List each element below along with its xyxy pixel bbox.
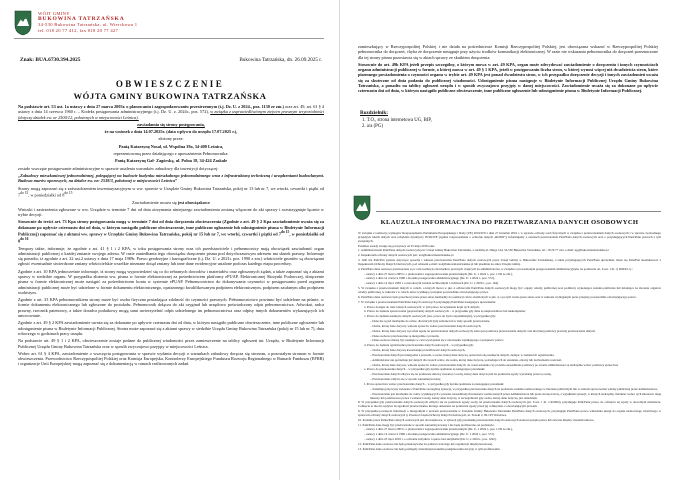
letterhead-contact: tel. 018 20 77 412, fax 018 20 77 427 <box>38 27 119 33</box>
art73-hours-1: do 15 <box>281 230 290 235</box>
clause-subitem: – Dane nie są już niezbędne do celów, dla których były zebrane lub w inny sposób przetwarzane, <box>370 319 491 324</box>
clause-subitem: – Osoba, której dane dotyczą wycofała zgodę na przetwarzanie danych osobowych, która jest podstawą przetwarzania danych i nie ma innej podstawy prawnej przetwarzania danych, <box>370 328 596 333</box>
clause-subitem: – Osoba, której dane dotyczą, wniosła sprzeciw wobec przetwarzania danych osobowych, <box>370 323 482 328</box>
application-date: że na wniosek z dnia 14.07.2025r. (data wpływu do urzędu 17.07.2025 r.), <box>104 129 238 135</box>
clause-subitem: – Przetwarzanie danych jest niezgodne z prawem, a osoba, której dane dotyczą, sprzeciwia się usunięciu danych, żądając w zamian ich ograniczenia, <box>370 352 555 357</box>
clause-subitem: d. Prawo do żądania ograniczenia przetwarzania danych osobowych – w przypadku gdy: <box>364 343 474 348</box>
art49-paragraph: Zgodnie z art. 49 § 2 KPA zawiadomienie uważa się za dokonane po upływie czternastu dni od dnia, w którym nastąpiło publiczne obwieszczenie, inne publiczne ogłoszenie lub udostępnienie pisma w Biuletynie Informacji Publicznej. Strona może zapoznać się z aktami sprawy w siedzibie Urzędu Gminy Bukowina Tatrzańska (pokój nr 15 lub nr 7), dnia roboczego w godzinach pracy urzędu. <box>18 320 324 336</box>
art49b-paragraph: Stosownie do art. 49b KPA jeżeli przepis szczególny, o którym mowa w art. 49 KPA, organ może zdecydować zawiadomienie o doręczeniu i innych czynnościach organu administracji publicznej w formie, o której mowa w art. 49 § 1 KPA, jeżeli w postępowaniu liczba stron, w której wynosi więcej niż dwadzieścia stron, które pisemnego powiadomienia o czynności organu w trybie art. 49 KPA jest ponad dwudziestu stron, w ich przypadku doręczenie decyzji i innych zawiadomień uważa się za skuteczne od dnia podania do publicznej wiadomości. Udostępnienie pisma następuje w Biuletynie Informacji Publicznej Urzędu Gminy Bukowina Tatrzańska, a ponadto na tablicy ogłoszeń urzędu i w sposób zwyczajowo przyjęty w danej miejscowości. Zawiadomienie uważa się za dokonane po upływie czternastu dni od dnia, w którym nastąpiło publiczne obwieszczenie, inne publiczne ogłoszenie lub udostępnienie pisma w Biuletynie Informacji Publicznej. <box>358 61 658 94</box>
clause-item: 1. Administratorem Pani/Pana danych osobowych jest: Urząd Gminy Bukowina Tatrzańska, z siedzibą ul. Długa 144, 34-530 Bukowina Tatrzańska, tel.: 18 20 77 412, e-mail: ug@bukowinatatrzanska.pl <box>358 248 609 253</box>
proceeding-initiated: zostało wszczęte postępowanie administracyjne w sprawie ustalenia warunków zabudowy dla inwestycji dotyczącej: <box>18 165 219 171</box>
submitted-by-label: złożony przez: <box>158 136 184 142</box>
clause-item: 5. W związku z przetwarzaniem danych w celach, o których mowa w pkt. 4 odbiorcami Pani/Pana danych osobowych mogą być: organy władzy publicznej oraz podmioty wykonujące zadania publiczne lub działające na zlecenie organów władzy publicznej, w zakresie i w celach, które wynikają z przepisu powszechnie obowiązującego prawa. <box>358 286 661 294</box>
clause-divider <box>376 211 661 212</box>
legal-basis-part3: w związku z usprawiedliwionym ziejwen prawnym terytorialności (dotyczy działek ew. nr 2500/12, położonych w miejscowości Leśnica). <box>18 109 324 120</box>
letterhead-name: BUKOWINA TATRZAŃSKA <box>38 15 125 22</box>
clause-subitem: – Przetwarzanie jest niezbędne do celów wynikających z prawnie uzasadnionych interesów realizowanych przez Administratora lub przez stronę trzecią, z wyjątkiem sytuacji, w których nadrzędny charakter wobec tych interesów mają interesy lub podstawowe prawa i wolności osoby, której dane dotyczą, w szczególności gdy osoba, której dane dotyczą, jest dzieckiem. <box>370 391 661 400</box>
letterhead <box>38 11 137 33</box>
clause-item: 9. W przypadku powzięcia informacji o niezgodnym z prawem przetwarzaniu w Urzędzie Gminy Bukowina Tatrzańska Pani/Pana danych osobowych, przysługuje Pani/Panu prawo wniesienia skargi do organu nadzorczego właściwego w sprawach ochrony danych osobowych tj. Prezesa Urzędu Ochrony Danych Osobowych, ul. Stawki 2, 00-193 Warszawa. <box>358 409 661 417</box>
page-right <box>340 0 679 480</box>
gdpr-clause <box>358 232 661 453</box>
clause-subitem: – Osoba, której dane dotyczą, wniosła sprzeciw wobec przetwarzania danych, do czasu ustalenia czy prawnie uzasadnione podstawy po stronie administratora są nadrzędne wobec podstawy sprzeciwu; <box>370 362 619 367</box>
coat-of-arms-icon <box>14 10 32 36</box>
clause-item: 2. Inspektorem ochrony danych osobowych jest: iod@bukowinatatrzanska.pl <box>358 253 454 258</box>
art73-text: Stosownie do treści art. 73 Kpa strony postępowania mogą w terminie 7 dni od dnia doręczenia obwieszczenia (Zgodnie z art. 49 § 2 Kpa zawiadomienie uważa się za dokonane po upływie czternastu dni od dnia, w którym nastąpiło publiczne obwieszczenie, inne publiczne ogłoszenie lub udostępnienie pisma w Biuletynie Informacji Publicznej) zapoznać się z aktami ww. sprawy w Urzędzie Gminy Bukowina Tatrzańska, pokój nr 15 lub nr 7, we wtorki, czwartki i piątki od 7 <box>18 219 324 237</box>
art73-hours-2: do 16 <box>20 236 29 241</box>
letterhead-address: 34-530 Bukowina Tatrzańska, ul. Wierchowa 1 <box>38 22 138 28</box>
clause-item: 13. Pani/Pana dane osobowe nie będą podlegały zautomatyzowanemu podejmowaniu decyzji, w tym profilowaniu. <box>358 446 501 451</box>
clause-subitem: – Dane osobowe muszą być usunięte w celu wywiązania się z obowiązku wynikającego z przepisów prawa; <box>370 338 504 343</box>
representation-note: reprezentowaną przez działającego z upoważnienia Pełnomocnika: <box>113 151 229 157</box>
clause-subitem: – ustawy z dnia 23 lipca 2003 r. o ochronie zabytków i opiece nad zabytkami (Dz. U. z 2024 r., poz. 1292). <box>364 437 497 442</box>
notice-body <box>18 104 324 369</box>
clause-subitem: – Przetwarzanie danych odbywa się na podstawie umowy zawartej z osobą, której dane dotyczą lub na podstawie zgody wyrażonej przez tą osobę, <box>370 372 552 377</box>
clause-title: KLAUZULA INFORMACYJNA DO PRZETWARZANIA DANYCH OSOBOWYCH <box>380 219 639 226</box>
document-sign: Znak: BUA.6730.394.2025 <box>20 57 81 63</box>
place-date: Bukowina Tatrzańska, dn. 26.09.2025 r. <box>239 57 322 63</box>
distribution-list <box>362 118 432 130</box>
notification-mandatory: jest obowiązkowe <box>177 199 210 205</box>
clause-subitem: – ustawy z dnia 27 marca 2003 r. o planowaniu i zagospodarowaniu przestrzennym (Dz. U. z 2024 r., poz. 1130 ze zm.), <box>364 427 513 432</box>
inspection-paragraph <box>18 186 324 198</box>
clause-item: 12. Pani/Pana dane osobowe nie będą przekazywane do państwa trzeciego lub organizacji międzynarodowej. <box>358 441 493 446</box>
clause-subitem: – Zaistnieją przyczyny związane z Pani/Pana szczególną sytuacją, w przypadku przetwarzania danych na podstawie zadania realizowanego w interesie publicznym lub w ramach sprawowania władzy publicznej przez Administratora, <box>370 386 658 391</box>
inspection-hours-2: do 15 <box>64 190 73 195</box>
clause-intro: W związku z realizacją wymogów Rozporządzenia Parlamentu Europejskiego i Rady (UE) 2016/679 z dnia 27 kwietnia 2016 r. w sprawie ochrony osób fizycznych w związku z przetwarzaniem danych osobowych i w sprawie swobodnego przepływu takich danych oraz uchylenia dyrektywy 95/46/WE (ogólne rozporządzenie o ochronie danych „RODO”), informujemy o zasadach przetwarzania Pani/Pana danych osobowych oraz o przysługujących Pani/Panu prawach z tym związanych. <box>358 231 661 243</box>
notification-text: Zawiadomienie uważa się <box>132 199 177 205</box>
legal-basis-part2: oraz art. 49, art. 61 § 4 ustawy z dnia 14 czerwca 1960 r. – Kodeks postępowania administracyjnego (t.j. Dz. U. z. 2024r., poz. 572), <box>18 104 324 115</box>
distribution-heading: Rozdzielnik: <box>360 110 388 116</box>
document-subtitle: WÓJTA GMINY BUKOWINA TATRZAŃSKA <box>73 91 267 101</box>
distribution-item: 2. a/a (PG) <box>362 124 383 130</box>
notification-note <box>18 200 324 205</box>
notify-parties: zawiadamia się strony postępowania, <box>137 121 205 127</box>
clause-subitem: – ustawy z dnia 27 marca 2003 r. o planowaniu i zagospodarowaniu przestrzennym (Dz. U. z 2024 r., poz. 1130 ze zm.), <box>364 271 513 276</box>
letterhead-office: WÓJT GMINY <box>38 11 70 16</box>
applicant: Panią Katarzynę Nosal, ul. Wspólna 39a, 34-400 Leśnica, <box>118 143 224 149</box>
clause-item: 6. Pani/Pana dane osobowe będą przechowywane przez okres niezbędny do realizacji celów określonych w pkt. 4, a po tym czasie przez okres oraz w zakresie wymaganym przez przepisy powszechnie obowiązującego prawa. <box>358 294 637 299</box>
objections-paragraph: Wnioski i zastrzeżenia zgłoszone w ww. Urzędzie w terminie 7 dni od dnia otrzymania niniejszego zawiadomienia zostaną włączone do akt sprawy i rozstrzygnięte łącznie w trybie decyzji. <box>18 206 324 218</box>
clause-subitem: b. Prawo do żądania sprostowania (poprawiania) danych osobowych – w przypadku gdy dane są nieprawidłowe lub niekompletne; <box>364 309 526 314</box>
clause-item: 7. W związku z przetwarzaniem Pani/Pana danych osobowych przysługują Pani/Panu następujące uprawnienia: <box>358 299 497 304</box>
clause-subitem: – ustawy z dnia 14 czerwca 1960 r. Kodeks postępowania administracyjnego (Dz. U. z 2024 r., poz. 572), <box>364 432 495 437</box>
clause-item: 8. W przypadku gdy przetwarzanie danych osobowych odbywa się na podstawie zgody osoby na przetwarzanie danych osobowych (art. 6 ust. 1 lit. a RODO), przysługuje Pani/Panu prawo do cofnięcia tej zgody w dowolnym momencie. Cofnięcie to nie ma wpływu na zgodność przetwarzania, którego dokonano na podstawie zgody przed jej cofnięciem, z obowiązującym prawem. <box>358 400 661 409</box>
clause-subitem: – ustawy z dnia 14 lipca 1983 r. o narodowym zasobie archiwalnym i archiwach (Dz. U. z 2020 r., poz. 164). <box>364 281 499 286</box>
proxy: Panią Katarzynę Gał- Zagórską, ul. Polna 18, 34-424 Zaskale <box>114 158 228 164</box>
art61-paragraph: Wobec art. 61 § 4 KPA, zawiadomienie o wszczęciu postępowania w sprawie wydania decyzji o warunkach zabudowy doręcza się stronom, a pozostałym stronom w formie obwieszczenia. Przewodnictwo Rzeczypospolitej Polskiej oraz Komisja Europejska, Kontrolerzy Europejskiego Funduszu Rozwoju Regionalnego w Ramach Funduszu (EFRR) i organizacje Unii Europejskiej mogą zapoznać się z dokumentacją w ramach realizowanych zadań. <box>18 350 324 367</box>
clause-item: 11. Pani/Pana dane mogą być przetwarzane w sposób zautomatyzowany i nie będą profilowane, na podstawie: <box>358 422 495 427</box>
publication-paragraph: Na podstawie art. 49 § 1 i 2 KPA, obwieszczenie zostaje podane do publicznej wiadomości przez zamieszczenie na tablicy ogłoszeń tut. Urzędu, w Biuletynie Informacji Publicznej Urzędu Gminy Bukowina Tatrzańska oraz w sposób zwyczajowo przyjęty w miejscowości Leśnica. <box>18 338 324 349</box>
clause-subitem: – Osoba, której dane dotyczą kwestionuje prawidłowość danych osobowych, <box>370 348 466 353</box>
clause-subitem: e. Prawo do przenoszenia danych – w przypadku gdy łącznie spełnione są następujące przesłanki: <box>364 367 485 372</box>
clause-item: 10. Podanie przez Panią/Pana danych osobowych jest obowiązkowe, w sytuacji gdy przesłankę przetwarzania danych osobowych stanowi przepis prawa lub zawarta między stronami umowa. <box>358 417 595 422</box>
art73-paragraph <box>18 219 324 243</box>
address-change-paragraph: Tempory także, informuje, że zgodnie z art. 41 § 1 i 2 KPA, w toku postępowania strony oraz ich przedstawiciele i pełnomocnicy mają obowiązek zawiadomić organ administracji publicznej o każdej zmianie swojego adresu. W razie zaniedbania tego obowiązku doręczenie pisma pod dotychczasowym adresem ma skutek prawny. Informuje się ponadto, iż zgodnie z art. 22 ust.2 ustawy z dnia 17 maja 1989r. Prawo geodezyjne i kartograficzne (t.j. Dz. U. z 2021r. poz. 1990 z zm.) właściciele gruntów są obowiązani zgłosić ewentualnie stwierdzone zmiany właścicielskie wszelkie nieznane dotąd zmiany lub inne dane ewidencyjne ustalone podczas każdego etapu procedury. <box>18 245 324 267</box>
investment-description: „Zabudowy mieszkaniowej jednorodzinnej, polegającej na budowie budynku mieszkalnego jednorodzinnego wraz z infrastrukturą techniczną i urządzeniami budowlanymi. Budowa murów oporowych, na działce ew. nr: 2538/3, położonej w miejscowości Leśnica” <box>18 172 324 184</box>
clause-subitem: a. Prawo dostępu do treści danych osobowych, w tym prawo do uzyskania kopii tych danych; <box>364 304 480 309</box>
art10-paragraph: Zgodnie z art. 10 KPA jednocześnie informuje, iż strony mogą wypowiedzieć się co do zebranych dowodów i materiałów oraz zgłoszonych żądań, a także zapoznać się z aktami sprawy w siedzibie organu. W przypadku złożenia ww. pisma w formie elektronicznej za pośrednictwem platformy ePUAP, Elektronicznej Skrzynki Podawczej, doręczenie pisma w formie elektronicznej może nastąpić za pośrednictwem konta w systemie ePUAP. Pełnomocnictwo do dokonywania czynności w postępowaniu przed organem administracji publicznej może być udzielone w formie dokumentu elektronicznego, opatrzonego kwalifikowanym podpisem elektronicznym, podpisem zaufanym albo podpisem osobistym. <box>18 268 324 295</box>
clause-subitem: – ustawy z dnia 14 czerwca 1960 r. Kodeks postępowania administracyjnego (Dz. U. z 2024 r., poz. 572), <box>364 276 495 281</box>
clause-subitem: – Przetwarzanie odbywa się w sposób zautomatyzowany; <box>370 377 442 382</box>
clause-item: 4. Pani/Pana dane osobowe przetwarzane są w celu realizacji obowiązków prawnych ciążących na administratorze, w związku z prowadzonym postępowaniem administracyjnym, na podstawie art. 6 ust. 1 lit. c) RODO, tj.: <box>358 266 633 271</box>
distribution-item: 1. T.O., strona internetowa UG, BIP, <box>362 118 432 123</box>
clause-subitem: f. Prawo sprzeciwu wobec przetwarzania danych – w przypadku gdy łącznie spełnione są następujące przesłanki: <box>364 382 505 386</box>
document-title: OBWIESZCZENIE <box>115 79 225 89</box>
legal-basis-part1: Na podstawie art. 53 ust. 1a ustawy z dnia 27 marca 2003r. o planowaniu i zagospodarowaniu przestrzennym (t.j. Dz. U. z 2024., poz. 1130 ze zm.) <box>18 104 284 109</box>
continuation-text <box>358 44 658 96</box>
clause-subitem: c. Prawo do żądania usunięcia danych osobowych (tzw. prawo do bycia zapomnianym), w przypadku gdy: <box>364 314 496 319</box>
coat-of-arms-icon <box>353 195 371 221</box>
header-divider <box>14 38 324 39</box>
inspection-text: Strony mogą zapoznać się z zaświadczeniem inwentaryzacyjnym w ww. sprawie w Urzędzie Gminy Bukowina Tatrzańska, pokój nr 13 lub nr 7, we wtorki, czwartki i piątki od 7 <box>18 185 324 198</box>
art33-paragraph: Zgodnie z art. 33 KPA pełnomocnikiem strony może być osoba fizyczna posiadająca zdolność do czynności prawnych. Pełnomocnictwo powinno być udzielone na piśmie, w formie dokumentu elektronicznego lub zgłoszone do protokołu. Pełnomocnik dołącza do akt oryginał lub urzędowo poświadczony odpis pełnomocnictwa. Adwokat, radca prawny, rzecznik patentowy, a także doradca podatkowy mogą sami uwierzytelnić odpis udzielonego im pełnomocnictwa oraz odpisy innych dokumentów wykazujących ich umocowanie. <box>18 297 324 319</box>
clause-scope: Poniższe zasady stosuje się począwszy od 25 maja 2018 roku: <box>358 243 435 248</box>
clause-subitem: – Administrator nie potrzebuje już danych dla swoich celów, ale osoba, której dane dotyczą, potrzebuje ich do ustalenia, obrony lub dochodzenia roszczeń, <box>370 357 562 362</box>
art73-text-2: , w poniedziałki od 8 <box>18 231 324 244</box>
continuation-paragraph: zamieszkujący w Rzeczypospolitej Polskiej i nie działa na pośrednictwie Komisji Rzeczypospolitej Polskiej, jest obowiązana wskazać w Rzeczypospolitej Polskiej pełnomocnika do doręczeń, chyba że doręczenie następuje przy użyciu środków komunikacji elektronicznej. W razie nie wskazania pełnomocnika do doręczeń przeznaczone dla tej strony pisma pozostawia się w aktach sprawy ze skutkiem doręczenia. <box>358 44 658 60</box>
inspection-hours-1: do 15 <box>20 190 29 195</box>
legal-basis-paragraph <box>18 104 324 120</box>
inspection-text-2: , w poniedziałki od 8 <box>28 192 65 198</box>
clause-item: 3. Jeśli ma Pani/Pan pytania dotyczące sposobu i zakresu przetwarzania Pani/Pana danych osobowych przez Urząd Gminy w Bukowinie Tatrzańskiej, a także przysługujących Pani/Panu uprawnień, może się Pani/Pan skontaktować z Inspektorem Ochrony Danych Osobowych, pod adresem e-mail: iod@bukowinatatrzanska.pl lub pisemnie na adres Urzędu Gminy. <box>358 258 661 266</box>
clause-subitem: – Dane osobowe przetwarzane są niezgodnie z prawem, <box>370 333 440 338</box>
